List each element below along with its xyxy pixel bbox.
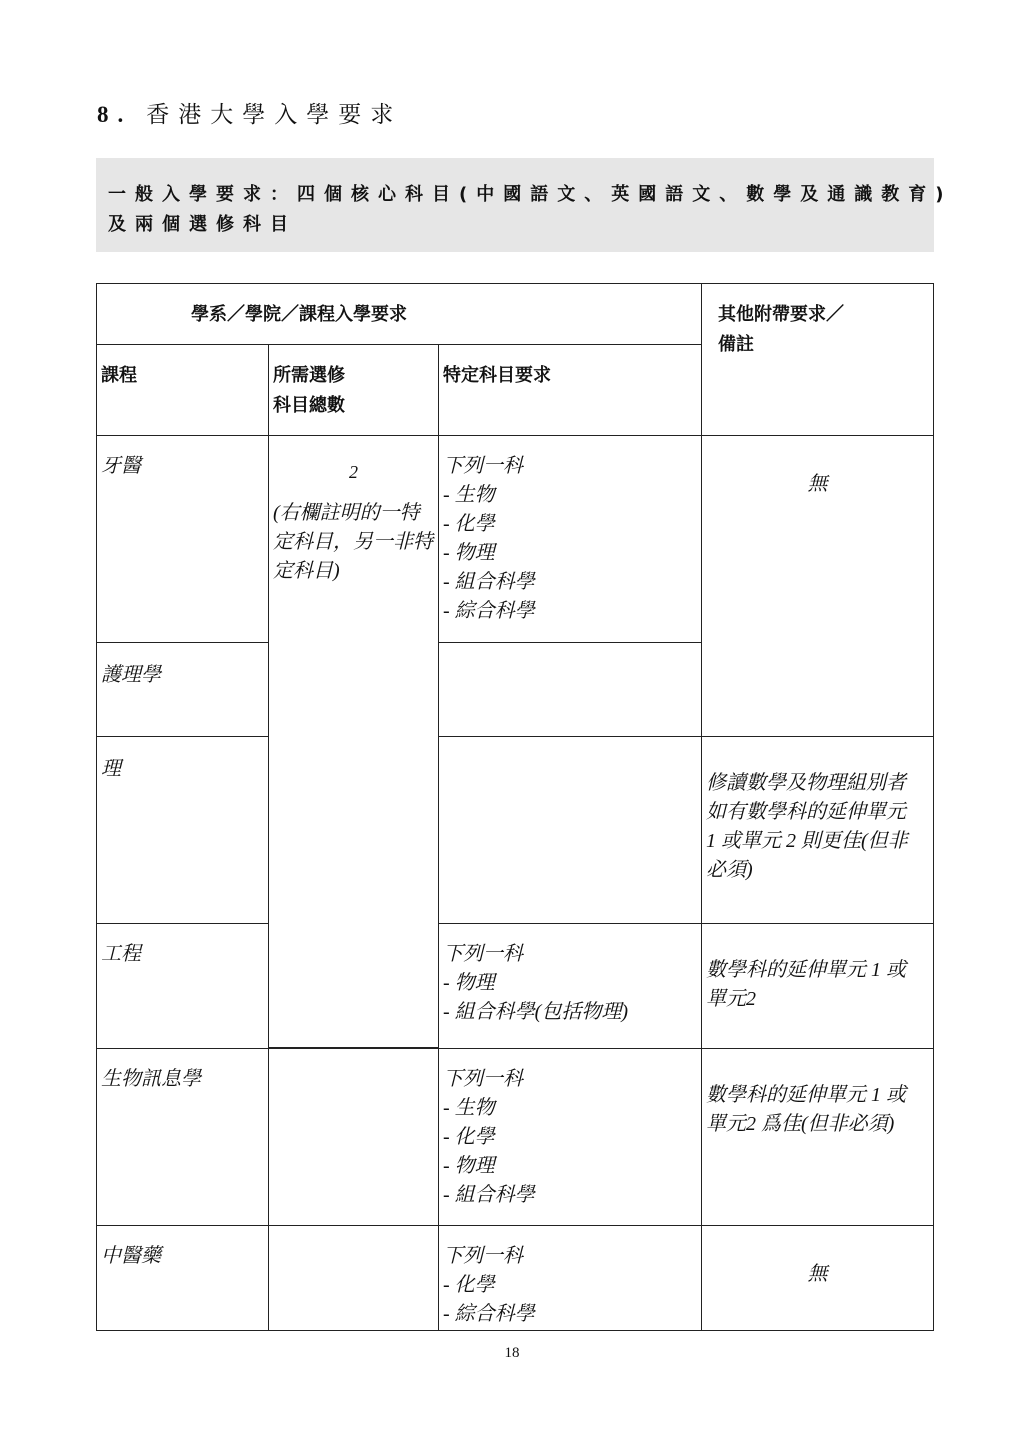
subject-line: - 化學 bbox=[443, 1274, 495, 1296]
row-other-science bbox=[701, 736, 934, 924]
column-header-subjects: 特定科目要求 bbox=[438, 344, 702, 436]
electives-value: 2 bbox=[349, 462, 358, 482]
column-header-electives-line: 科目總數 bbox=[273, 395, 345, 416]
row-subjects-engineering bbox=[438, 923, 702, 1049]
other-line: 單元2 bbox=[706, 988, 756, 1010]
subject-line: - 物理 bbox=[443, 1155, 495, 1177]
row-subjects-chinese-medicine bbox=[438, 1225, 702, 1331]
electives-cell bbox=[268, 435, 439, 1048]
other-line: 數學科的延伸單元 1 或 bbox=[706, 959, 906, 981]
electives-note-line: 定科目) bbox=[273, 560, 340, 582]
page-number: 18 bbox=[504, 1345, 520, 1361]
subject-line: - 物理 bbox=[443, 972, 495, 994]
row-subjects-nursing bbox=[438, 642, 702, 737]
banner-line-1: 一般入學要求：四個核心科目(中國語文、英國語文、數學及通識教育) bbox=[108, 184, 953, 205]
column-header-electives bbox=[268, 344, 439, 436]
subject-line: - 組合科學(包括物理) bbox=[443, 1001, 628, 1023]
subject-line: - 生物 bbox=[443, 484, 495, 506]
row-subjects-science bbox=[438, 736, 702, 924]
general-requirements-banner bbox=[96, 158, 953, 252]
row-course-chinese-medicine: 中醫藥 bbox=[96, 1225, 269, 1331]
row-course-science: 理 bbox=[96, 736, 269, 924]
subject-line: - 組合科學 bbox=[443, 1184, 535, 1206]
row-subjects-bioinformatics bbox=[438, 1048, 702, 1226]
row-other-bioinformatics bbox=[701, 1048, 934, 1226]
row-other-chinese-medicine: 無 bbox=[701, 1225, 934, 1331]
section-title: 香港大學入學要求 bbox=[146, 102, 403, 128]
section-heading bbox=[97, 96, 402, 129]
banner-line-2: 及兩個選修科目 bbox=[108, 214, 297, 235]
subject-line: - 組合科學 bbox=[443, 571, 535, 593]
row-course-dentistry: 牙醫 bbox=[96, 435, 269, 643]
row-course-nursing: 護理學 bbox=[96, 642, 269, 737]
subject-line: 下列一科 bbox=[443, 1068, 523, 1090]
row-electives-chinese-medicine bbox=[268, 1225, 439, 1331]
column-header-electives-line: 所需選修 bbox=[273, 365, 345, 386]
subject-line: - 化學 bbox=[443, 513, 495, 535]
other-line: 修讀數學及物理組別者 bbox=[706, 772, 906, 794]
row-electives-bioinformatics bbox=[268, 1048, 439, 1226]
other-line: 數學科的延伸單元 1 或 bbox=[706, 1084, 906, 1106]
other-line: 必須) bbox=[706, 859, 753, 881]
table-header-other bbox=[701, 283, 934, 436]
row-subjects-dentistry bbox=[438, 435, 702, 643]
subject-line: 下列一科 bbox=[443, 943, 523, 965]
subject-line: 下列一科 bbox=[443, 455, 523, 477]
subject-line: - 綜合科學 bbox=[443, 600, 535, 622]
other-line: 1 或單元 2 則更佳(但非 bbox=[706, 830, 908, 852]
subject-line: - 生物 bbox=[443, 1097, 495, 1119]
other-line: 單元2 爲佳(但非必須) bbox=[706, 1113, 895, 1135]
subject-line: - 化學 bbox=[443, 1126, 495, 1148]
column-header-course: 課程 bbox=[96, 344, 269, 436]
row-other-engineering bbox=[701, 923, 934, 1049]
row-course-bioinformatics: 生物訊息學 bbox=[96, 1048, 269, 1226]
subject-line: - 物理 bbox=[443, 542, 495, 564]
electives-note-line: 定科目，另一非特 bbox=[273, 531, 433, 553]
row-course-engineering: 工程 bbox=[96, 923, 269, 1049]
table-header-requirements: 學系／學院／課程入學要求 bbox=[96, 283, 702, 345]
header-other-line: 備註 bbox=[718, 334, 754, 355]
subject-line: 下列一科 bbox=[443, 1245, 523, 1267]
row-other-dentistry: 無 bbox=[701, 435, 934, 737]
header-other-line: 其他附帶要求／ bbox=[718, 304, 844, 325]
electives-note-line: (右欄註明的一特 bbox=[273, 502, 420, 524]
section-number: 8. bbox=[97, 102, 133, 127]
subject-line: - 綜合科學 bbox=[443, 1303, 535, 1325]
other-line: 如有數學科的延伸單元 bbox=[706, 801, 906, 823]
